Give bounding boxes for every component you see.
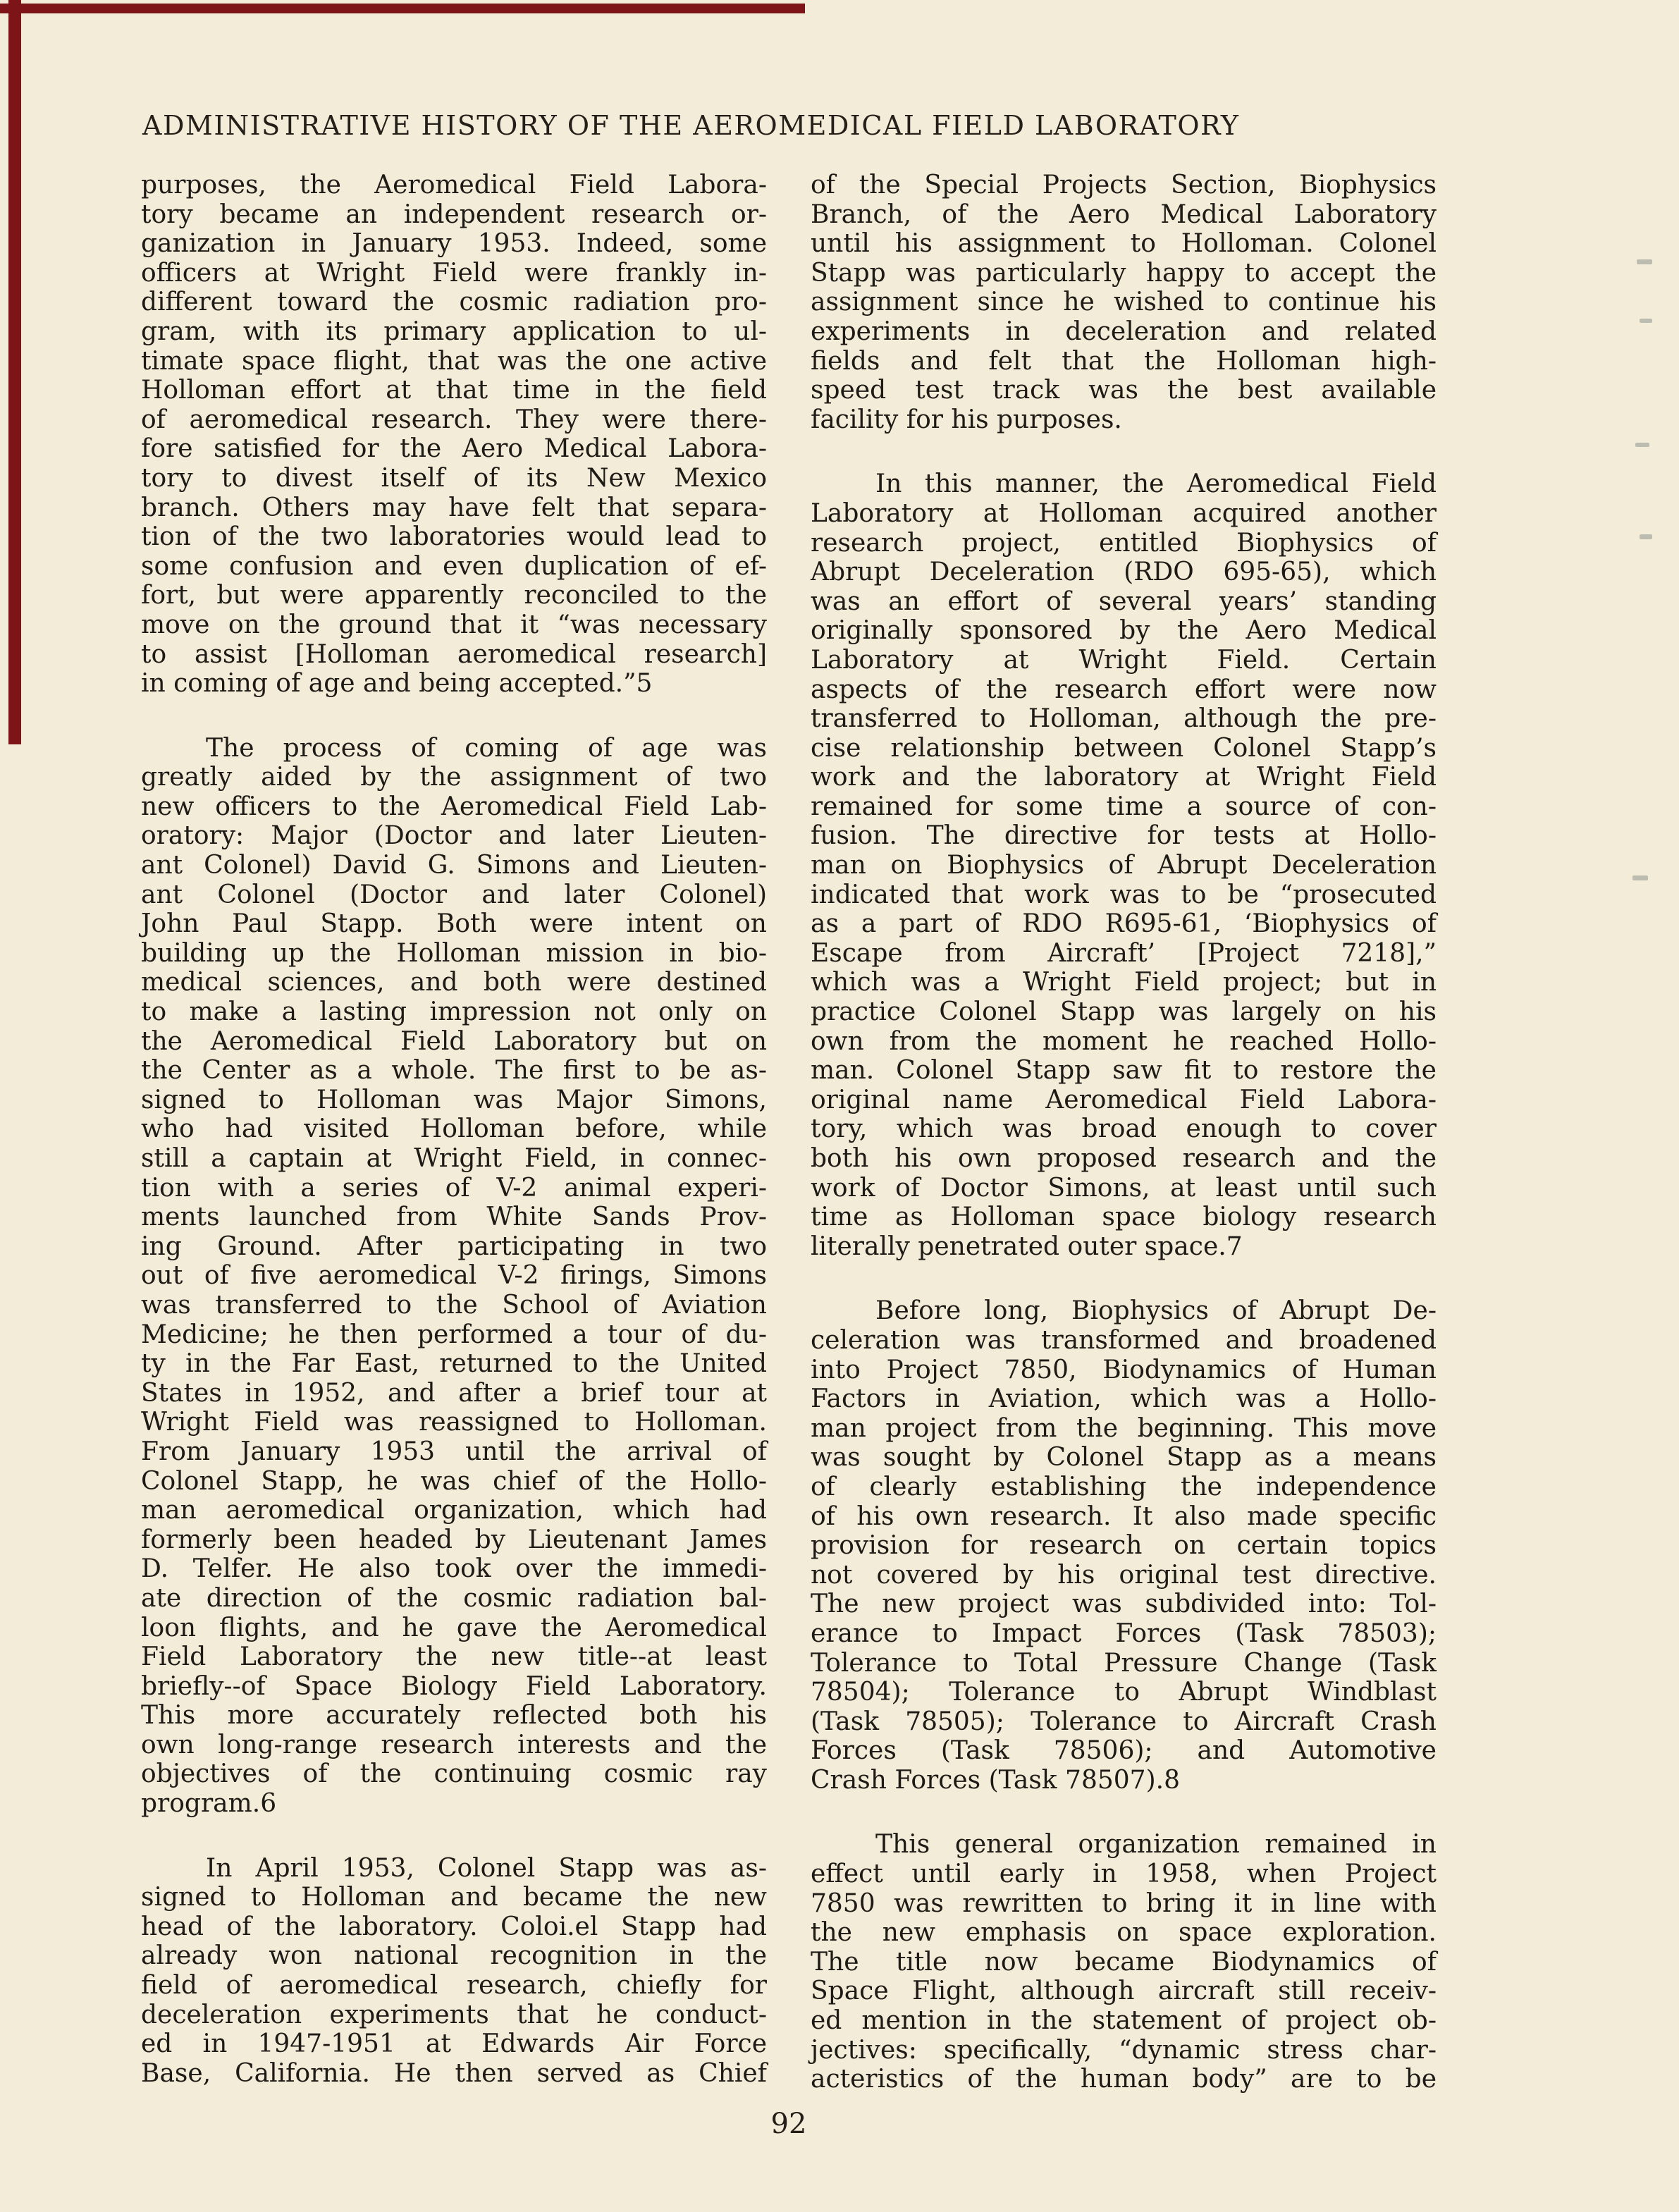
text-line: loon flights, and he gave the Aeromedical: [141, 1613, 767, 1642]
text-line: ant Colonel) David G. Simons and Lieuten-: [141, 851, 767, 880]
text-line: transferred to Holloman, although the pre-: [811, 704, 1437, 734]
text-line: not covered by his original test directive.: [811, 1560, 1437, 1590]
text-line: both his own proposed research and the: [811, 1144, 1437, 1173]
text-line: Medicine; he then performed a tour of du-: [141, 1320, 767, 1349]
text-line: Escape from Aircraft’ [Project 7218],”: [811, 938, 1437, 968]
text-line: in coming of age and being accepted.”5: [141, 669, 653, 699]
text-line: Colonel Stapp, he was chief of the Hollo-: [141, 1466, 767, 1496]
text-line: Before long, Biophysics of Abrupt De-: [875, 1296, 1437, 1326]
paragraph: [141, 1854, 767, 2089]
text-line: tion of the two laboratories would lead to: [141, 522, 767, 552]
text-line: ant Colonel (Doctor and later Colonel): [141, 880, 767, 909]
text-line: practice Colonel Stapp was largely on his: [811, 997, 1437, 1027]
text-line: remained for some time a source of con-: [811, 792, 1437, 821]
page-number: 92: [770, 2108, 807, 2140]
text-line: From January 1953 until the arrival of: [141, 1437, 767, 1466]
text-line: gram, with its primary application to ul-: [141, 317, 767, 346]
text-line: 7850 was rewritten to bring it in line with: [811, 1888, 1437, 1918]
text-line: program.6: [141, 1789, 277, 1819]
text-line: celeration was transformed and broadened: [811, 1325, 1437, 1355]
text-line: The process of coming of age was: [206, 733, 767, 763]
text-line: The title now became Biodynamics of: [811, 1947, 1437, 1977]
text-line: man project from the beginning. This move: [811, 1413, 1437, 1443]
paragraph: [141, 171, 767, 699]
text-line: formerly been headed by Lieutenant James: [141, 1525, 767, 1554]
text-line: man aeromedical organization, which had: [141, 1496, 767, 1525]
text-line: 78504); Tolerance to Abrupt Windblast: [811, 1678, 1437, 1707]
text-line: into Project 7850, Biodynamics of Human: [811, 1355, 1437, 1384]
text-line: oratory: Major (Doctor and later Lieuten-: [141, 821, 767, 851]
text-line: new officers to the Aeromedical Field Lab-: [141, 792, 767, 821]
text-line: was an effort of several years’ standing: [811, 586, 1437, 616]
page-header: ADMINISTRATIVE HISTORY OF THE AEROMEDICAL FIELD LABORATORY: [142, 110, 1240, 141]
text-line: States in 1952, and after a brief tour at: [141, 1378, 767, 1408]
text-line: (Task 78505); Tolerance to Aircraft Crash: [811, 1707, 1437, 1736]
left-column: [141, 171, 767, 2094]
text-line: ganization in January 1953. Indeed, some: [141, 229, 767, 259]
text-line: ed in 1947-1951 at Edwards Air Force: [141, 2029, 767, 2059]
text-line: indicated that work was to be “prosecuted: [811, 880, 1437, 909]
text-line: Forces (Task 78506); and Automotive: [811, 1736, 1437, 1766]
paragraph: [141, 734, 767, 1819]
text-line: ate direction of the cosmic radiation bal-: [141, 1583, 767, 1613]
red-cover-edge-vertical: [8, 0, 21, 744]
text-line: ty in the Far East, returned to the United: [141, 1349, 767, 1379]
text-line: timate space flight, that was the one active: [141, 346, 767, 376]
text-line: greatly aided by the assignment of two: [141, 763, 767, 792]
text-line: who had visited Holloman before, while: [141, 1114, 767, 1144]
text-line: originally sponsored by the Aero Medical: [811, 616, 1437, 646]
text-line: fort, but were apparently reconciled to the: [141, 581, 767, 610]
text-line: D. Telfer. He also took over the immedi-: [141, 1554, 767, 1584]
text-line: of aeromedical research. They were there-: [141, 405, 767, 434]
text-line: Base, California. He then served as Chief: [141, 2058, 767, 2088]
text-line: different toward the cosmic radiation pro-: [141, 288, 767, 317]
text-line: purposes, the Aeromedical Field Labora-: [141, 171, 767, 199]
text-line: officers at Wright Field were frankly in-: [141, 258, 767, 288]
text-line: Wright Field was reassigned to Holloman.: [141, 1408, 767, 1437]
text-line: deceleration experiments that he conduct-: [141, 2000, 767, 2029]
text-line: Field Laboratory the new title--at least: [141, 1642, 767, 1672]
text-line: tory, which was broad enough to cover: [811, 1114, 1437, 1144]
text-line: ed mention in the statement of project ob-: [811, 2006, 1437, 2036]
text-line: branch. Others may have felt that separa-: [141, 493, 767, 522]
text-line: briefly--of Space Biology Field Laboratory.: [141, 1671, 767, 1701]
paragraph: [811, 171, 1437, 434]
text-line: Stapp was particularly happy to accept the: [811, 258, 1437, 288]
text-line: objectives of the continuing cosmic ray: [141, 1759, 767, 1789]
text-line: head of the laboratory. Coloi.el Stapp had: [141, 1912, 767, 1941]
text-line: out of five aeromedical V-2 firings, Simons: [141, 1261, 767, 1291]
text-line: This more accurately reflected both his: [141, 1701, 767, 1731]
text-line: the Center as a whole. The first to be as-: [141, 1056, 767, 1086]
text-block: [141, 171, 1437, 2094]
text-line: which was a Wright Field project; but in: [811, 968, 1437, 997]
text-line: speed test track was the best available: [811, 376, 1437, 405]
text-line: of his own research. It also made specific: [811, 1501, 1437, 1531]
margin-mark: [1640, 319, 1652, 323]
red-cover-edge-horizontal: [0, 4, 805, 13]
text-line: the Aeromedical Field Laboratory but on: [141, 1026, 767, 1056]
text-line: experiments in deceleration and related: [811, 317, 1437, 346]
text-line: research project, entitled Biophysics of: [811, 528, 1437, 558]
text-line: facility for his purposes.: [811, 405, 1122, 434]
text-line: aspects of the research effort were now: [811, 675, 1437, 704]
text-line: signed to Holloman and became the new: [141, 1883, 767, 1912]
text-line: provision for research on certain topics: [811, 1531, 1437, 1561]
right-column: [811, 171, 1437, 2094]
text-line: The new project was subdivided into: Tol-: [811, 1590, 1437, 1619]
text-line: some confusion and even duplication of ef-: [141, 551, 767, 581]
margin-mark: [1640, 534, 1652, 539]
text-line: fore satisfied for the Aero Medical Labora-: [141, 434, 767, 464]
text-line: fusion. The directive for tests at Hollo-: [811, 821, 1437, 851]
text-line: medical sciences, and both were destined: [141, 968, 767, 997]
text-line: tory became an independent research or-: [141, 199, 767, 229]
text-line: assignment since he wished to continue his: [811, 288, 1437, 317]
text-line: tion with a series of V-2 animal experi-: [141, 1173, 767, 1203]
text-line: Holloman effort at that time in the field: [141, 376, 767, 405]
text-line: move on the ground that it “was necessary: [141, 610, 767, 639]
text-line: own from the moment he reached Hollo-: [811, 1026, 1437, 1056]
text-line: of clearly establishing the independence: [811, 1472, 1437, 1501]
paragraph: [811, 1296, 1437, 1795]
text-line: was sought by Colonel Stapp as a means: [811, 1443, 1437, 1473]
text-line: to make a lasting impression not only on: [141, 997, 767, 1027]
text-line: Factors in Aviation, which was a Hollo-: [811, 1384, 1437, 1414]
text-line: Laboratory at Holloman acquired another: [811, 498, 1437, 528]
margin-mark: [1632, 875, 1648, 880]
text-line: literally penetrated outer space.7: [811, 1231, 1243, 1261]
text-line: In this manner, the Aeromedical Field: [875, 469, 1437, 499]
text-line: work of Doctor Simons, at least until such: [811, 1173, 1437, 1203]
text-line: fields and felt that the Holloman high-: [811, 346, 1437, 376]
text-line: cise relationship between Colonel Stapp’s: [811, 733, 1437, 763]
text-line: John Paul Stapp. Both were intent on: [141, 909, 767, 939]
text-line: Laboratory at Wright Field. Certain: [811, 645, 1437, 675]
text-line: ing Ground. After participating in two: [141, 1231, 767, 1261]
text-line: Tolerance to Total Pressure Change (Task: [811, 1648, 1437, 1678]
text-line: In April 1953, Colonel Stapp was as-: [206, 1853, 767, 1883]
text-line: original name Aeromedical Field Labora-: [811, 1085, 1437, 1114]
text-line: Branch, of the Aero Medical Laboratory: [811, 199, 1437, 229]
text-line: still a captain at Wright Field, in connec-: [141, 1144, 767, 1173]
text-line: man on Biophysics of Abrupt Deceleration: [811, 851, 1437, 880]
paragraph: [811, 469, 1437, 1261]
text-line: Crash Forces (Task 78507).8: [811, 1765, 1180, 1795]
text-line: signed to Holloman was Major Simons,: [141, 1085, 767, 1114]
text-line: acteristics of the human body” are to be: [811, 2065, 1437, 2094]
margin-mark: [1637, 259, 1652, 264]
margin-mark: [1635, 443, 1649, 447]
text-line: of the Special Projects Section, Biophysics: [811, 171, 1437, 199]
text-line: building up the Holloman mission in bio-: [141, 938, 767, 968]
text-line: man. Colonel Stapp saw fit to restore the: [811, 1056, 1437, 1086]
text-line: field of aeromedical research, chiefly for: [141, 1971, 767, 2001]
text-line: effect until early in 1958, when Project: [811, 1860, 1437, 1889]
text-line: as a part of RDO R695-61, ‘Biophysics of: [811, 909, 1437, 939]
text-line: ments launched from White Sands Prov-: [141, 1203, 767, 1232]
text-line: work and the laboratory at Wright Field: [811, 763, 1437, 792]
paragraph: [811, 1830, 1437, 2094]
text-line: Space Flight, although aircraft still receiv-: [811, 1977, 1437, 2006]
text-line: This general organization remained in: [875, 1830, 1437, 1860]
text-line: jectives: specifically, “dynamic stress char-: [811, 2035, 1437, 2065]
text-line: Abrupt Deceleration (RDO 695-65), which: [811, 558, 1437, 587]
text-line: tory to divest itself of its New Mexico: [141, 463, 767, 493]
text-line: own long-range research interests and the: [141, 1730, 767, 1759]
text-line: to assist [Holloman aeromedical research]: [141, 639, 767, 669]
text-line: was transferred to the School of Aviation: [141, 1290, 767, 1320]
text-line: the new emphasis on space exploration.: [811, 1918, 1437, 1948]
text-line: already won national recognition in the: [141, 1941, 767, 1971]
text-line: erance to Impact Forces (Task 78503);: [811, 1618, 1437, 1648]
text-line: until his assignment to Holloman. Colonel: [811, 229, 1437, 259]
text-line: time as Holloman space biology research: [811, 1203, 1437, 1232]
